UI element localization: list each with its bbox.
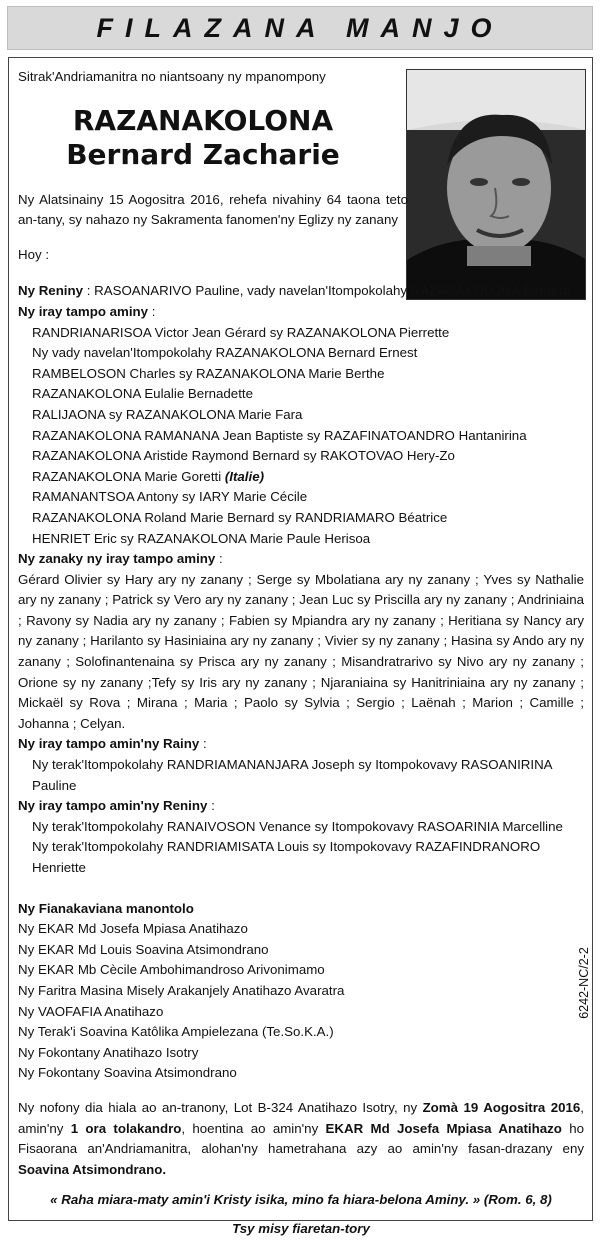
closing-text-2: , amin'ny (18, 1099, 584, 1136)
zanaky-text: Gérard Olivier sy Hary ary ny zanany ; Serge sy Mbolatiana ary ny zanany ; Yves sy Nathalie ary ny zanany ; Patrick sy Vero ary ny zanany ; Jean Luc sy Priscilla ary ny zanany ; Andriniaina ; Ravony sy Nadia ary ny zanany ; Fabien sy Mpiandra ary ny zanany ; Heritiana sy Nancy ary ny zanany ; Harilanto sy Hasiniaina ary ny zanany ; Vivier sy ny zanany ; Hasina sy Ando ary ny zanany ; Solofinantenaina sy Prisca ary ny zanany ; Misandratrarivo sy Nivo ary ny zanany ; Orione sy ny zanany ;Tefy sy Iris ary ny zanany ; Njaraniaina sy Hanitriniaina ary ny zanany ; Mickaël sy Rova ; Mirana ; Maria ; Paolo sy Sylvia ; Sergio ; Laënah ; Marion ; Camille ; Johanna ; Celyan. (18, 571, 584, 731)
notice-frame (8, 57, 593, 1236)
list-item: RAMBELOSON Charles sy RAZANAKOLONA Marie Berthe (32, 365, 385, 381)
closing-text-1: Ny nofony dia hiala ao an-tranony, Lot B-324 Anatihazo Isotry, ny (18, 1099, 423, 1115)
notice-content (18, 65, 584, 1240)
reniny-tampo-heading (18, 796, 584, 817)
reniny-label: Ny Reniny (18, 283, 84, 299)
deceased-given-names: Bernard Zacharie (66, 137, 340, 171)
closing-paragraph (18, 1098, 584, 1180)
closing-text-3: , hoentina ao amin'ny (181, 1120, 326, 1136)
header-banner (7, 6, 593, 50)
list-item: Ny EKAR Mb Cècile Ambohimandroso Arivonimamo (18, 962, 325, 978)
iray-tampo-suffix: : (148, 303, 156, 319)
family-list (18, 281, 584, 1239)
list-item: Ny terak'Itompokolahy RANDRIAMANANJARA Joseph sy Itompokovavy RASOANIRINA Pauline (32, 757, 552, 793)
iray-tampo-label: Ny iray tampo aminy (18, 303, 149, 319)
spacer (18, 879, 584, 899)
deceased-surname: RAZANAKOLONA (72, 103, 334, 137)
list-item: Ny Faritra Masina Misely Arakanjely Anatihazo Avaratra (18, 982, 345, 998)
goretti-note: (Italie) (224, 468, 265, 484)
iray-tampo-heading (18, 302, 584, 323)
zanaky-heading (18, 549, 584, 570)
list-item: RAZANAKOLONA Eulalie Bernadette (32, 386, 253, 402)
fianakaviana-heading: Ny Fianakaviana manontolo (18, 900, 194, 916)
list-item: RAZANAKOLONA Roland Marie Bernard sy RANDRIAMARO Béatrice (32, 509, 448, 525)
list-item: Ny Fokontany Anatihazo Isotry (18, 1044, 199, 1060)
closing-time: 1 ora tolakandro (70, 1120, 182, 1136)
list-item: Ny EKAR Md Josefa Mpiasa Anatihazo (18, 921, 248, 937)
final-note: Tsy misy fiaretan-tory (232, 1220, 370, 1236)
list-item: Ny Terak'i Soavina Katôlika Ampielezana (Te.So.K.A.) (18, 1024, 334, 1040)
closing-church: EKAR Md Josefa Mpiasa Anatihazo (325, 1120, 562, 1136)
list-item: RANDRIANARISOA Victor Jean Gérard sy RAZANAKOLONA Pierrette (32, 324, 450, 340)
closing-date: Zomà 19 Aogositra 2016 (422, 1099, 581, 1115)
list-item: RAZANAKOLONA RAMANANA Jean Baptiste sy RAZAFINATOANDRO Hantanirina (32, 427, 527, 443)
reniny-tampo-label: Ny iray tampo amin'ny Reniny (18, 798, 208, 814)
scripture-quote: « Raha miara-maty amin'i Kristy isika, mino fa hiara-belona Aminy. » (Rom. 6, 8) (50, 1192, 552, 1208)
list-item: Ny terak'Itompokolahy RANAIVOSON Venance sy Itompokovavy RASOARINIA Marcelline (32, 818, 563, 834)
reniny-text: : RASOANARIVO Pauline, vady navelan'Itompokolahy RAZANAKOLONA Bernard (83, 283, 571, 299)
reniny-tampo-suffix: : (207, 798, 215, 814)
header-title: FILAZANA MANJO (96, 12, 504, 43)
list-item: Ny EKAR Md Louis Soavina Atsimondrano (18, 941, 269, 957)
rainy-suffix: : (199, 736, 207, 752)
list-item: RAZANAKOLONA Aristide Raymond Bernard sy RAKOTOVAO Hery-Zo (32, 448, 455, 464)
list-item: HENRIET Eric sy RAZANAKOLONA Marie Paule Herisoa (32, 530, 371, 546)
rainy-heading (18, 734, 584, 755)
reference-code (574, 928, 594, 1038)
list-item-goretti (18, 467, 584, 488)
rainy-label: Ny iray tampo amin'ny Rainy (18, 736, 200, 752)
announcement-text: Ny Alatsinainy 15 Aogositra 2016, rehefa nivahiny 64 taona teto an-tany, sy nahazo ny Sakramenta fanomen'ny Eglizy ny zanany (18, 191, 408, 228)
list-item: Ny vady navelan'Itompokolahy RAZANAKOLONA Bernard Ernest (32, 345, 418, 361)
list-item: Ny terak'Itompokolahy RANDRIAMISATA Louis sy Itompokovavy RAZAFINDRANORO Henriette (32, 839, 541, 875)
goretti-name: RAZANAKOLONA Marie Goretti (32, 468, 225, 484)
zanaky-label: Ny zanaky ny iray tampo aminy (18, 551, 216, 567)
closing-text-4: ho Fisaorana an'Andriamanitra, alohan'ny hametrahana azy ao amin'ny fasan-drazany eny (18, 1120, 584, 1157)
list-item: Ny Fokontany Soavina Atsimondrano (18, 1065, 237, 1081)
list-item: RALIJAONA sy RAZANAKOLONA Marie Fara (32, 406, 303, 422)
list-item: Ny VAOFAFIA Anatihazo (18, 1003, 164, 1019)
zanaky-suffix: : (215, 551, 223, 567)
intro-line: Sitrak'Andriamanitra no niantsoany ny mpanompony (18, 69, 326, 84)
reference-text: 6242-NC/2-2 (577, 947, 591, 1019)
list-item: RAMANANTSOA Antony sy IARY Marie Cécile (32, 489, 308, 505)
reniny-line (18, 281, 584, 302)
hoy-label: Hoy : (18, 246, 50, 262)
closing-place: Soavina Atsimondrano. (18, 1161, 167, 1177)
